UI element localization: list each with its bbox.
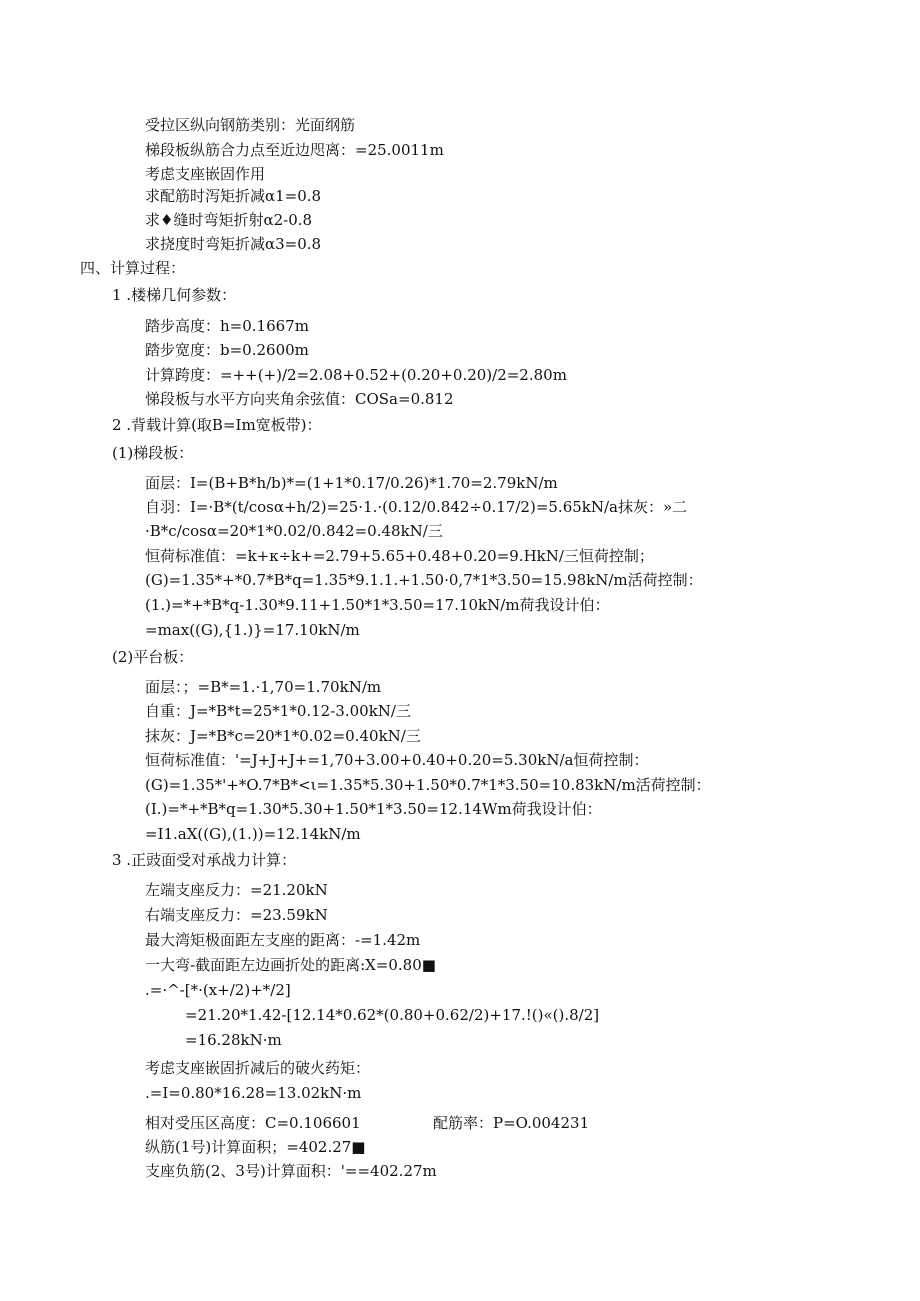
landing-dead-load-line: 恒荷标准值：'=J+J+J+=1,70+3.00+0.40+0.20=5.30kN/a恒荷控制：: [145, 751, 649, 769]
step-2-heading: 2 .背载计算(取B=Im宽板带)：: [112, 416, 322, 434]
stair-slab-heading: (1)梯段板：: [112, 444, 194, 462]
stair-dead-load-line: 恒荷标准值：=k+κ÷k+=2.79+5.65+0.48+0.20=9.HkN/三恒荷控制；: [145, 547, 654, 565]
max-moment-distance-line: 最大湾矩极面距左支座的距离：-=1.42m: [145, 931, 421, 949]
longitudinal-rebar-area-line: 纵筋(1号)计算面积；=402.27■: [145, 1138, 366, 1156]
step-width-line: 踏步宽度：b=0.2600m: [145, 341, 309, 359]
support-rebar-area-line: 支座负筋(2、3号)计算面积：'==402.27m: [145, 1162, 437, 1180]
reduction-a1-line: 求配筋时泻矩折减α1=0.8: [145, 187, 322, 205]
step-height-line: 踏步高度：h=0.1667m: [145, 317, 309, 335]
stair-live-control-line: (1.)=*+*B*q-1.30*9.11+1.50*1*3.50=17.10kN/m荷我设计伯：: [145, 596, 610, 614]
moment-formula-line: .=·^-[*·(x+/2)+*/2]: [145, 981, 291, 999]
reduction-a3-line: 求挠度时弯矩折减α3=0.8: [145, 235, 322, 253]
stair-dead-control-line: (G)=1.35*+*0.7*B*q=1.35*9.1.1.+1.50·0,7*1*3.50=15.98kN/m活荷控制：: [145, 571, 703, 589]
cosine-line: 悌段板与水平方向夹角余弦值：COSa=0.812: [145, 390, 454, 408]
right-reaction-line: 右端支座反力：=23.59kN: [145, 906, 328, 924]
rebar-cover-line: 梯段板纵筋合力点至近边咫离：=25.0011m: [145, 141, 444, 159]
landing-design-load-line: =I1.aX((G),(1.))=12.14kN/m: [145, 825, 361, 843]
compression-zone-line: 相对受压区高度：C=0.106601: [145, 1114, 361, 1132]
reduced-moment-heading: 考虑支座嵌固折减后的破火药矩：: [145, 1059, 371, 1077]
reinforcement-ratio-line: 配筋率：P=O.004231: [433, 1114, 590, 1132]
landing-dead-control-line: (G)=1.35*'+*O.7*B*<ι=1.35*5.30+1.50*0.7*1*3.50=10.83kN/m活荷控制：: [145, 776, 711, 794]
landing-slab-heading: (2)平台板：: [112, 648, 194, 666]
span-line: 计算跨度：=++(+)/2=2.08+0.52+(0.20+0.20)/2=2.80m: [145, 366, 567, 384]
fixity-note-line: 考虑支座嵌固作用: [145, 165, 266, 183]
stair-design-load-line: =max((G),{1.)}=17.10kN/m: [145, 621, 360, 639]
stair-self-weight-line: 自羽：I=·B*(t/cosα+h/2)=25·1.·(0.12/0.842÷0.17/2)=5.65kN/a抹灰：»二: [145, 498, 688, 516]
moment-substitution-line: =21.20*1.42-[12.14*0.62*(0.80+0.62/2)+17.!()«().8/2]: [185, 1006, 600, 1024]
reduced-moment-line: .=I=0.80*16.28=13.02kN·m: [145, 1084, 362, 1102]
step-3-heading: 3 .正豉面受对承战力计算：: [112, 851, 297, 869]
landing-live-control-line: (I.)=*+*B*q=1.30*5.30+1.50*1*3.50=12.14Wm荷我设计伯：: [145, 800, 602, 818]
rebar-type-line: 受拉区纵向钢筋类别：光面纲筋: [145, 116, 356, 134]
moment-result-line: =16.28kN·m: [185, 1031, 282, 1049]
reduction-a2-line: 求♦缝时弯矩折射α2-0.8: [145, 211, 313, 229]
left-reaction-line: 左端支座反力：=21.20kN: [145, 881, 328, 899]
section-4-heading: 四、计算过程：: [80, 259, 186, 277]
stair-finish-load-line: 面层：I=(B+B*h/b)*=(1+1*0.17/0.26)*1.70=2.79kN/m: [145, 474, 558, 492]
stair-plaster-line: ·B*c/cosα=20*1*0.02/0.842=0.48kN/三: [145, 522, 443, 540]
step-1-heading: 1 .楼梯几何参数：: [112, 286, 237, 304]
break-distance-line: 一大弯-截面距左边画折处的距离:X=0.80■: [145, 956, 436, 974]
landing-finish-load-line: 面层：；=B*=1.·1,70=1.70kN/m: [145, 678, 382, 696]
landing-plaster-line: 抹灰：J=*B*c=20*1*0.02=0.40kN/三: [145, 727, 421, 745]
landing-self-weight-line: 自重：J=*B*t=25*1*0.12-3.00kN/三: [145, 702, 411, 720]
